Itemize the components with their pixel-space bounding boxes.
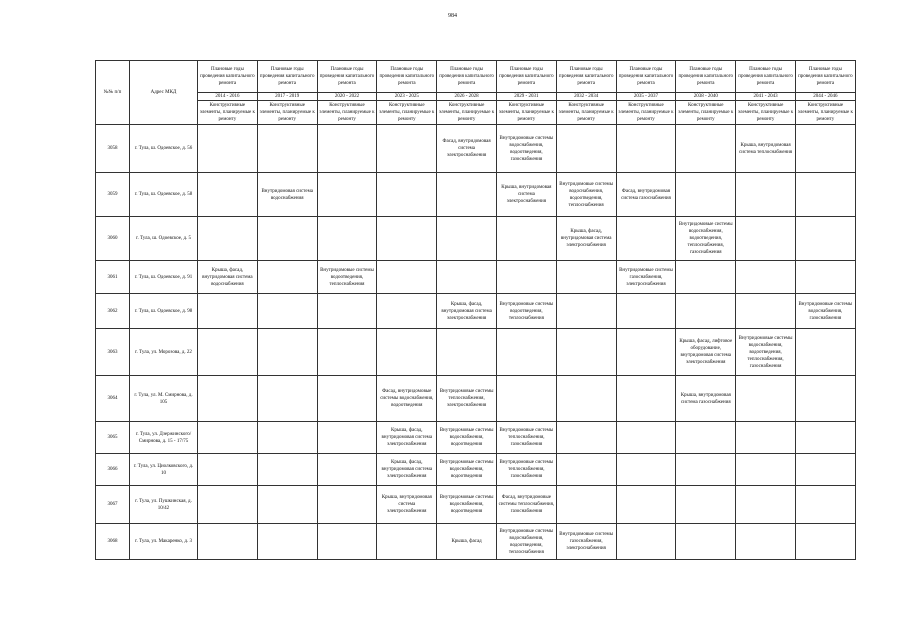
repair-elements-cell [437, 329, 497, 376]
repair-elements-cell [317, 173, 377, 217]
row-address: г. Тула, ул. Циолковского, д. 10 [130, 454, 198, 486]
repair-elements-cell: Крыша, фасад [437, 524, 497, 560]
repair-elements-cell [556, 454, 616, 486]
period-years: 2023 - 2025 [377, 93, 437, 101]
repair-elements-cell [257, 294, 317, 329]
repair-elements-cell [257, 376, 317, 422]
column-header-number: №№ п/п [96, 61, 130, 125]
column-header-period: Плановые годы проведения капитального ремонта [257, 61, 317, 93]
repair-elements-cell: Внутридомовые системы водоснабжения, водоотведения, газоснабжения [496, 125, 556, 173]
repair-elements-cell [496, 376, 556, 422]
repair-elements-cell [377, 524, 437, 560]
repair-elements-cell [257, 125, 317, 173]
table-row [96, 173, 856, 217]
repair-elements-cell: Фасад, внутридомовые системы теплоснабжения, газоснабжения [496, 486, 556, 524]
repair-elements-cell [556, 376, 616, 422]
row-number: 3065 [96, 422, 130, 454]
capital-repair-table [95, 60, 856, 560]
repair-elements-cell [257, 454, 317, 486]
row-address: г. Тула, ш. Одоевское, д. 56 [130, 125, 198, 173]
repair-elements-cell [198, 173, 258, 217]
row-number: 3067 [96, 486, 130, 524]
column-header-period: Плановые годы проведения капитального ремонта [676, 61, 736, 93]
repair-elements-cell [257, 486, 317, 524]
repair-elements-cell: Внутридомовые системы водоснабжения, водоотведения [437, 422, 497, 454]
repair-elements-cell [616, 524, 676, 560]
repair-elements-cell [317, 422, 377, 454]
elements-label: Конструктивные элементы, планируемые к ремонту [317, 101, 377, 125]
repair-elements-cell [377, 217, 437, 261]
column-header-period: Плановые годы проведения капитального ремонта [198, 61, 258, 93]
repair-elements-cell: Крыша, фасад, внутридомовая система электроснабжения [377, 454, 437, 486]
row-address: г. Тула, ш. Одоевское, д. 91 [130, 261, 198, 294]
repair-elements-cell [676, 261, 736, 294]
repair-elements-cell: Внутридомовые системы водоснабжения, газоснабжения [795, 294, 855, 329]
repair-elements-cell [198, 294, 258, 329]
repair-elements-cell [736, 217, 796, 261]
repair-elements-cell [257, 329, 317, 376]
repair-elements-cell [198, 376, 258, 422]
repair-elements-cell [616, 125, 676, 173]
repair-elements-cell [496, 329, 556, 376]
repair-elements-cell [676, 125, 736, 173]
row-address: г. Тула, ул. М. Смирнова, д. 105 [130, 376, 198, 422]
repair-elements-cell [198, 422, 258, 454]
row-address: г. Тула, ул. Пушкинская, д. 10/42 [130, 486, 198, 524]
repair-elements-cell: Внутридомовые системы водоснабжения, водоотведения, теплоснабжения, газоснабжения [736, 329, 796, 376]
repair-elements-cell: Крыша, фасад, внутридомовая система электроснабжения [377, 422, 437, 454]
elements-label: Конструктивные элементы, планируемые к ремонту [795, 101, 855, 125]
repair-elements-cell: Крыша, внутридомовая система теплоснабжения [736, 125, 796, 173]
repair-elements-cell [198, 486, 258, 524]
repair-elements-cell: Внутридомовые системы теплоснабжения, газоснабжения [496, 454, 556, 486]
repair-elements-cell [676, 294, 736, 329]
repair-elements-cell [377, 294, 437, 329]
elements-label: Конструктивные элементы, планируемые к ремонту [257, 101, 317, 125]
row-number: 3068 [96, 524, 130, 560]
repair-elements-cell [317, 125, 377, 173]
repair-elements-cell: Фасад, внутридомовая система электроснабжения [437, 125, 497, 173]
repair-elements-cell: Фасад, внутридомовая система газоснабжения [616, 173, 676, 217]
repair-elements-cell [676, 422, 736, 454]
repair-elements-cell [795, 261, 855, 294]
row-address: г. Тула, ш. Одоевское, д. 98 [130, 294, 198, 329]
repair-elements-cell [556, 261, 616, 294]
period-years: 2017 - 2019 [257, 93, 317, 101]
period-years: 2014 - 2016 [198, 93, 258, 101]
repair-elements-cell [616, 294, 676, 329]
repair-elements-cell [317, 486, 377, 524]
repair-elements-cell: Внутридомовая система водоснабжения [257, 173, 317, 217]
repair-elements-cell [556, 422, 616, 454]
repair-elements-cell [257, 524, 317, 560]
table-row [96, 329, 856, 376]
column-header-period: Плановые годы проведения капитального ремонта [795, 61, 855, 93]
repair-elements-cell [437, 217, 497, 261]
repair-elements-cell [616, 217, 676, 261]
repair-elements-cell [556, 125, 616, 173]
repair-elements-cell [198, 217, 258, 261]
column-header-address: Адрес МКД [130, 61, 198, 125]
repair-elements-cell [676, 454, 736, 486]
row-address: г. Тула, ш. Одоевское, д. 58 [130, 173, 198, 217]
row-number: 3062 [96, 294, 130, 329]
header-row-years [96, 93, 856, 101]
repair-elements-cell [795, 217, 855, 261]
repair-elements-cell [795, 329, 855, 376]
elements-label: Конструктивные элементы, планируемые к ремонту [496, 101, 556, 125]
period-years: 2029 - 2031 [496, 93, 556, 101]
repair-elements-cell [377, 329, 437, 376]
repair-elements-cell: Внутридомовые системы водоснабжения, водоотведения [437, 486, 497, 524]
repair-elements-cell [616, 422, 676, 454]
period-years: 2038 - 2040 [676, 93, 736, 101]
column-header-period: Плановые годы проведения капитального ремонта [556, 61, 616, 93]
repair-elements-cell [496, 217, 556, 261]
repair-elements-cell [795, 454, 855, 486]
repair-elements-cell [736, 294, 796, 329]
repair-elements-cell [317, 294, 377, 329]
repair-elements-cell [736, 486, 796, 524]
elements-label: Конструктивные элементы, планируемые к ремонту [198, 101, 258, 125]
row-address: г. Тула, ул. Дзержинского/Смирнова, д. 15 - 17/75 [130, 422, 198, 454]
row-address: г. Тула, ул. Морозова, д. 22 [130, 329, 198, 376]
repair-elements-cell [437, 261, 497, 294]
repair-elements-cell [736, 376, 796, 422]
repair-elements-cell: Крыша, фасад, внутридомовая система водоснабжения [198, 261, 258, 294]
repair-elements-cell: Внутридомовые системы водоотведения, теплоснабжения [317, 261, 377, 294]
period-years: 2041 - 2043 [736, 93, 796, 101]
repair-elements-cell [795, 486, 855, 524]
repair-elements-cell [795, 376, 855, 422]
elements-label: Конструктивные элементы, планируемые к ремонту [616, 101, 676, 125]
repair-elements-cell [795, 524, 855, 560]
elements-label: Конструктивные элементы, планируемые к ремонту [437, 101, 497, 125]
repair-elements-cell [616, 486, 676, 524]
repair-elements-cell [198, 454, 258, 486]
elements-label: Конструктивные элементы, планируемые к ремонту [736, 101, 796, 125]
header-row-elements [96, 101, 856, 125]
row-number: 3059 [96, 173, 130, 217]
row-number: 3066 [96, 454, 130, 486]
column-header-period: Плановые годы проведения капитального ремонта [616, 61, 676, 93]
repair-elements-cell [496, 261, 556, 294]
repair-elements-cell [317, 524, 377, 560]
repair-elements-cell: Внутридомовые системы теплоснабжения, электроснабжения [437, 376, 497, 422]
row-number: 3060 [96, 217, 130, 261]
repair-elements-cell: Крыша, внутридомовая система электроснабжения [377, 486, 437, 524]
period-years: 2044 - 2046 [795, 93, 855, 101]
row-number: 3061 [96, 261, 130, 294]
repair-elements-cell [795, 125, 855, 173]
repair-elements-cell [736, 454, 796, 486]
repair-elements-cell: Внутридомовые системы водоснабжения, водоотведения, теплоснабжения [496, 524, 556, 560]
table-row [96, 261, 856, 294]
repair-elements-cell [616, 454, 676, 486]
repair-elements-cell: Крыша, фасад, внутридомовая система электроснабжения [556, 217, 616, 261]
elements-label: Конструктивные элементы, планируемые к ремонту [377, 101, 437, 125]
period-years: 2035 - 2037 [616, 93, 676, 101]
repair-elements-cell [317, 329, 377, 376]
column-header-period: Плановые годы проведения капитального ремонта [437, 61, 497, 93]
repair-elements-cell [736, 422, 796, 454]
repair-elements-cell [198, 329, 258, 376]
repair-elements-cell [556, 486, 616, 524]
repair-elements-cell [198, 524, 258, 560]
repair-elements-cell [795, 422, 855, 454]
column-header-period: Плановые годы проведения капитального ремонта [736, 61, 796, 93]
row-number: 3064 [96, 376, 130, 422]
elements-label: Конструктивные элементы, планируемые к ремонту [556, 101, 616, 125]
table-row [96, 294, 856, 329]
table-row [96, 125, 856, 173]
table-row [96, 376, 856, 422]
repair-elements-cell: Внутридомовые системы водоснабжения, водоотведения, теплоснабжения [556, 173, 616, 217]
repair-elements-cell [317, 454, 377, 486]
period-years: 2020 - 2022 [317, 93, 377, 101]
table-body [96, 125, 856, 560]
repair-elements-cell [616, 329, 676, 376]
repair-elements-cell [676, 173, 736, 217]
repair-elements-cell [437, 173, 497, 217]
row-address: г. Тула, ул. Макаренко, д. 3 [130, 524, 198, 560]
table-row [96, 217, 856, 261]
row-address: г. Тула, ш. Одоевское, д. 5 [130, 217, 198, 261]
repair-elements-cell: Фасад, внутридомовые системы водоснабжения, водоотведения [377, 376, 437, 422]
table-row [96, 422, 856, 454]
repair-elements-cell: Внутридомовые системы водоснабжения, водоотведения [437, 454, 497, 486]
elements-label: Конструктивные элементы, планируемые к ремонту [676, 101, 736, 125]
repair-elements-cell: Крыша, фасад, внутридомовая система электроснабжения [437, 294, 497, 329]
repair-elements-cell [377, 125, 437, 173]
repair-elements-cell [736, 261, 796, 294]
header-row-periods [96, 61, 856, 93]
row-number: 3063 [96, 329, 130, 376]
table-row [96, 524, 856, 560]
repair-elements-cell [676, 524, 736, 560]
repair-elements-cell: Внутридомовые системы водоснабжения, водоотведения, теплоснабжения, газоснабжения [676, 217, 736, 261]
column-header-period: Плановые годы проведения капитального ремонта [317, 61, 377, 93]
repair-elements-cell [616, 376, 676, 422]
repair-elements-cell [676, 486, 736, 524]
repair-elements-cell [377, 173, 437, 217]
repair-elements-cell [198, 125, 258, 173]
repair-elements-cell: Внутридомовые системы газоснабжения, электроснабжения [556, 524, 616, 560]
period-years: 2026 - 2028 [437, 93, 497, 101]
repair-elements-cell [795, 173, 855, 217]
repair-elements-cell [556, 329, 616, 376]
period-years: 2032 - 2034 [556, 93, 616, 101]
page-number: 984 [448, 13, 457, 19]
column-header-period: Плановые годы проведения капитального ремонта [496, 61, 556, 93]
column-header-period: Плановые годы проведения капитального ремонта [377, 61, 437, 93]
repair-elements-cell [317, 217, 377, 261]
repair-elements-cell [257, 261, 317, 294]
table-row [96, 454, 856, 486]
repair-elements-cell [736, 173, 796, 217]
repair-elements-cell: Крыша, фасад, лифтовое оборудование, внутридомовая система электроснабжения [676, 329, 736, 376]
repair-elements-cell [556, 294, 616, 329]
repair-elements-cell: Внутридомовые системы газоснабжения, электроснабжения [616, 261, 676, 294]
repair-elements-cell: Крыша, внутридомовая система газоснабжения [676, 376, 736, 422]
repair-elements-cell [736, 524, 796, 560]
row-number: 3058 [96, 125, 130, 173]
repair-elements-cell [257, 422, 317, 454]
repair-elements-cell [257, 217, 317, 261]
repair-elements-cell: Внутридомовые системы водоотведения, теплоснабжения [496, 294, 556, 329]
repair-elements-cell [377, 261, 437, 294]
repair-elements-cell: Внутридомовые системы теплоснабжения, газоснабжения [496, 422, 556, 454]
table-row [96, 486, 856, 524]
repair-elements-cell: Крыша, внутридомовая система электроснабжения [496, 173, 556, 217]
repair-elements-cell [317, 376, 377, 422]
